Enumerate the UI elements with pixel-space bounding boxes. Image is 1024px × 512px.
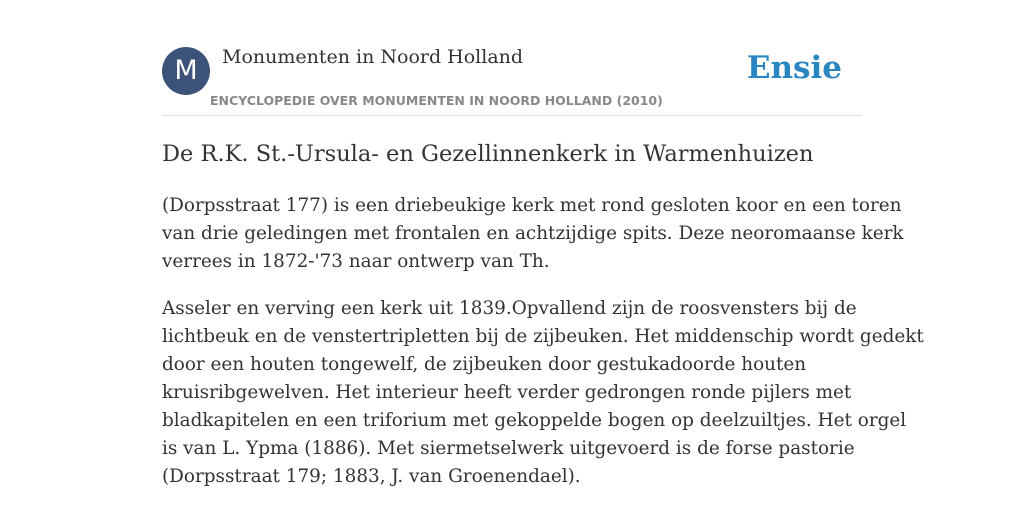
book-avatar[interactable]: M <box>162 47 210 95</box>
paragraph-line: (Dorpsstraat 177) is een driebeukige kerk met rond gesloten koor en een toren <box>162 195 902 216</box>
paragraph-line: door een houten tongewelf, de zijbeuken door gestukadoorde houten <box>162 354 807 375</box>
paragraph-line: van drie geledingen met frontalen en achtzijdige spits. Deze neoromaanse kerk <box>162 223 904 244</box>
article-title: De R.K. St.-Ursula- en Gezellinnenkerk in Warmenhuizen <box>162 141 814 167</box>
paragraph-line: is van L. Ypma (1886). Met siermetselwerk uitgevoerd is de forse pastorie <box>162 438 855 459</box>
paragraph-line: kruisribgewelven. Het interieur heeft verder gedrongen ronde pijlers met <box>162 382 852 403</box>
header <box>162 46 862 116</box>
article-paragraph-1 <box>162 192 904 276</box>
paragraph-line: bladkapitelen en een triforium met gekoppelde bogen op deelzuiltjes. Het orgel <box>162 410 907 431</box>
paragraph-line: lichtbeuk en de venstertripletten bij de zijbeuken. Het middenschip wordt gedekt <box>162 326 924 347</box>
ensie-logo[interactable]: Ensie <box>746 50 842 86</box>
paragraph-line: (Dorpsstraat 179; 1883, J. van Groenendael). <box>162 466 581 487</box>
paragraph-line: verrees in 1872-'73 naar ontwerp van Th. <box>162 251 550 272</box>
header-divider <box>162 115 862 116</box>
article-paragraph-2 <box>162 295 924 491</box>
book-title-link[interactable]: Monumenten in Noord Holland <box>222 46 524 68</box>
paragraph-line: Asseler en verving een kerk uit 1839.Opvallend zijn de roosvensters bij de <box>162 298 857 319</box>
book-subtitle: ENCYCLOPEDIE OVER MONUMENTEN IN NOORD HOLLAND (2010) <box>210 93 663 108</box>
